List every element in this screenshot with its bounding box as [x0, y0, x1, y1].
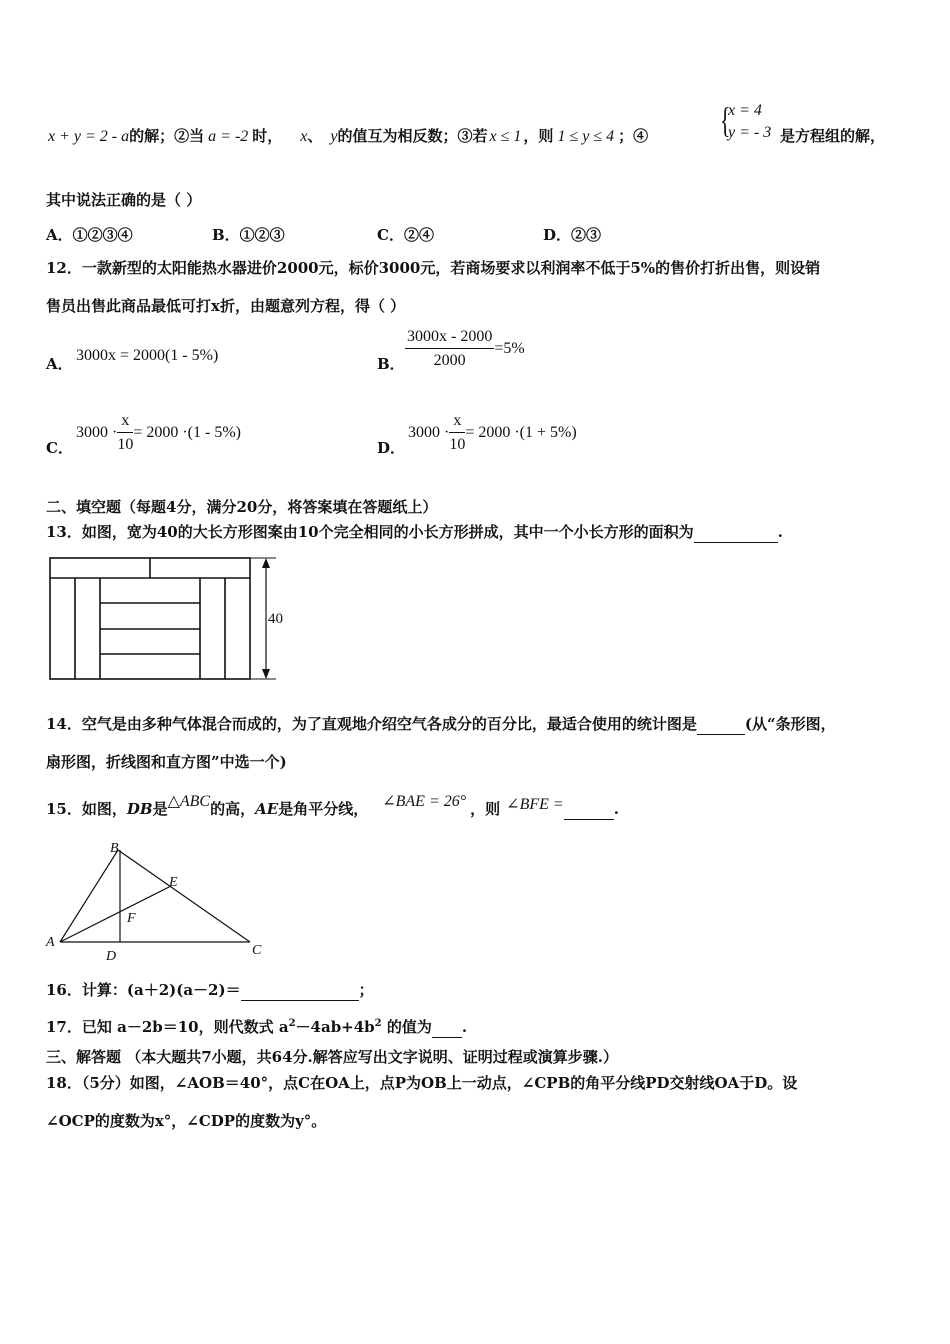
- q12-option-d-label: D．: [377, 439, 406, 457]
- q18-line1: 18．（5分）如图，∠AOB＝40°，点C在OA上，点P为OB上一动点，∠CPB的角平分线PD交射线OA于D。设: [46, 1074, 798, 1092]
- q12-option-d-expr: 3000 · $\frac{x}{10}$ = 2000 ·(1 + 5%): [408, 412, 577, 453]
- section2-heading: 二、填空题（每题4分，满分20分，将答案填在答题纸上）: [46, 498, 438, 516]
- q13-answer-blank[interactable]: [694, 522, 778, 543]
- q17-answer-blank[interactable]: [432, 1017, 462, 1038]
- q15-point-d: D: [106, 949, 117, 964]
- q13-text: 13．如图，宽为40的大长方形图案由10个完全相同的小长方形拼成，其中一个小长方形的面积为 .: [46, 523, 783, 541]
- q16-text: 16．计算：(a＋2)(a－2)＝ ；: [46, 981, 374, 999]
- q15-side-ab: [60, 850, 118, 942]
- q12-option-a-expr: 3000x = 2000(1 - 5%): [76, 347, 219, 364]
- section3-heading: 三、解答题 （本大题共7小题，共64分.解答应写出文字说明、证明过程或演算步骤.）: [46, 1048, 618, 1066]
- q15-point-b: B: [110, 841, 119, 856]
- q12-option-b-label: B．: [377, 355, 405, 373]
- q12-d-fraction: $\frac{x}{10}$: [449, 412, 466, 453]
- q15-side-bc: [118, 850, 250, 942]
- q16-answer-blank[interactable]: [241, 980, 359, 1001]
- q11-option-a: A．①②③④: [46, 226, 133, 244]
- q15-point-a: A: [46, 935, 55, 950]
- q13-arrow-down-icon: [262, 669, 270, 679]
- q14-answer-blank[interactable]: [697, 714, 745, 735]
- q15-point-f: F: [127, 911, 136, 926]
- q11-line1: x + y = 2 - a的解；②当 a = -2 时， x、 y的值互为相反数；③若 x ≤ 1 ，则 1 ≤ y ≤ 4 ；④: [48, 127, 649, 145]
- q15-bisector-ae: [60, 886, 171, 942]
- q11-equation-system: { x = 4 y = - 3: [720, 100, 772, 141]
- q15-point-c: C: [252, 943, 262, 958]
- q13-dimension-label: 40: [268, 611, 283, 627]
- q15-triangle-figure: [40, 838, 280, 966]
- q14-line2: 扇形图，折线图和直方图”中选一个): [46, 753, 287, 771]
- q14-line1: 14．空气是由多种气体混合而成的，为了直观地介绍空气各成分的百分比，最适合使用的统计图是 (从“条形图，: [46, 715, 836, 733]
- q12-line2: 售员出售此商品最低可打x折，由题意列方程，得（ ）: [46, 297, 406, 315]
- q11-line1-end: 是方程组的解，: [780, 127, 886, 145]
- q17-text: 17．已知 a－2b＝10，则代数式 $a^2-4ab+4b^2$ 的值为 .: [46, 1018, 468, 1036]
- q11-option-b: B．①②③: [212, 226, 285, 244]
- q12-c-fraction: $\frac{x}{10}$: [117, 412, 134, 453]
- q18-line2: ∠OCP的度数为x°，∠CDP的度数为y°。: [46, 1112, 327, 1130]
- q13-arrow-up-icon: [262, 558, 270, 568]
- q12-b-fraction: $\frac{3000x - 2000}{2000}$: [407, 328, 493, 369]
- q13-figure: [44, 552, 294, 687]
- q15-point-e: E: [169, 875, 178, 890]
- q11-line2: 其中说法正确的是（ ）: [46, 191, 202, 209]
- q11-option-c: C．②④: [377, 226, 434, 244]
- q15-answer-blank[interactable]: [564, 799, 614, 820]
- q15-text: 15．如图，DB是△ABC的高，AE是角平分线， ∠BAE = 26° ，则 ∠BFE = .: [46, 793, 619, 818]
- q11-option-d: D．②③: [543, 226, 602, 244]
- q11-expr1: x + y = 2 - a: [48, 128, 130, 145]
- q12-option-a-label: A．: [46, 355, 73, 373]
- q12-option-c-expr: 3000 · $\frac{x}{10}$ = 2000 ·(1 - 5%): [76, 412, 241, 453]
- q12-line1: 12．一款新型的太阳能热水器进价2000元，标价3000元，若商场要求以利润率不低于5%的售价打折出售，则设销: [46, 259, 821, 277]
- q12-option-b-expr: $\frac{3000x - 2000}{2000}$ =5%: [407, 328, 525, 369]
- q12-option-c-label: C．: [46, 439, 73, 457]
